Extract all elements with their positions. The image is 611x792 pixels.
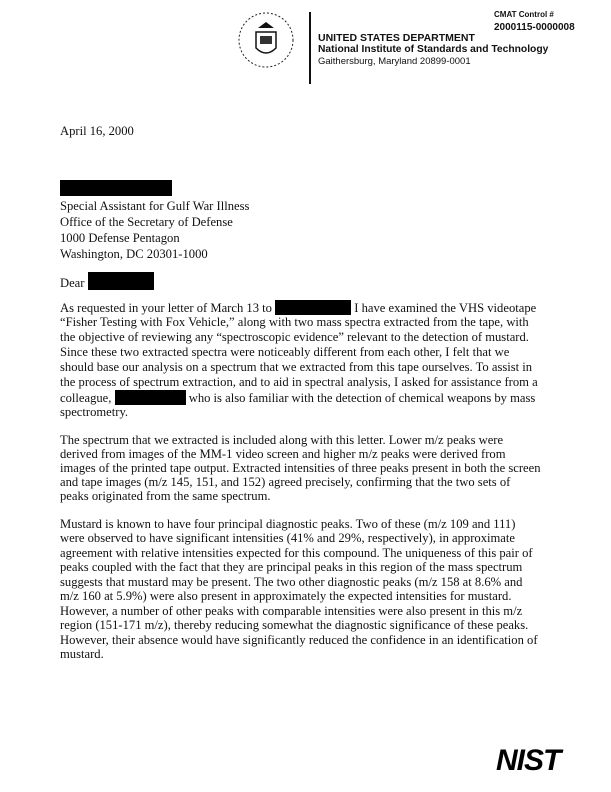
salutation-text: Dear: [60, 276, 85, 290]
salutation: [60, 272, 154, 290]
para3-line: Mustard is known to have four principal diagnostic peaks. Two of these (m/z 109 and 111): [60, 517, 516, 531]
letter-date: April 16, 2000: [60, 124, 134, 138]
para3-line: m/z 160 at 5.9%) were also present in approximately the expected intensities for mustard.: [60, 589, 512, 603]
para1-line: “Fisher Testing with Fox Vehicle,” along with two mass spectra extracted from the tape, with: [60, 315, 529, 329]
recipient-line: Special Assistant for Gulf War Illness: [60, 199, 250, 213]
redaction: [88, 272, 154, 290]
para1-line: spectrometry.: [60, 405, 129, 419]
para2-line: peaks originated from the same spectrum.: [60, 489, 271, 503]
para1-line: [60, 300, 536, 315]
para3-line: However, their absence would have significantly reduced the confidence in an identification of: [60, 633, 538, 647]
header-divider: [309, 12, 311, 84]
para2-line: derived from images of the MM-1 video screen and higher m/z peaks were derived from: [60, 447, 506, 461]
para3-line: peaks coupled with the fact that they are principal peaks in this region of the mass spectrum: [60, 560, 523, 574]
institute-name: National Institute of Standards and Technology: [318, 44, 549, 55]
control-number: 2000115-0000008: [494, 22, 575, 33]
para2-line: The spectrum that we extracted is included along with this letter. Lower m/z peaks were: [60, 433, 504, 447]
text: who is also familiar with the detection of chemical weapons by mass: [188, 391, 536, 405]
recipient-line: Washington, DC 20301-1000: [60, 247, 208, 261]
para3-line: However, a number of other peaks with comparable intensities were also present in this m/z: [60, 604, 523, 618]
para3-line: suggests that mustard may be present. The two other diagnostic peaks (m/z 158 at 8.6% and: [60, 575, 523, 589]
control-label: CMAT Control #: [494, 10, 554, 19]
para3-line: agreement with relative intensities expected for this compound. The uniqueness of this pair of: [60, 546, 533, 560]
text: As requested in your letter of March 13 to: [60, 301, 272, 315]
text: I have examined the VHS videotape: [354, 301, 537, 315]
para1-line: [60, 390, 535, 405]
department-name: UNITED STATES DEPARTMENT: [318, 32, 475, 44]
para3-line: region (151-171 m/z), thereby reducing somewhat the diagnostic significance of these peaks.: [60, 618, 529, 632]
para1-line: should base our analysis on a spectrum that we extracted from this tape ourselves. To assist in: [60, 360, 533, 374]
commerce-seal-icon: [236, 10, 296, 70]
recipient-line: Office of the Secretary of Defense: [60, 215, 233, 229]
nist-logo: NIST: [496, 744, 561, 777]
para1-line: Since these two extracted spectra were noticeably different from each other, I felt that we: [60, 345, 510, 359]
para3-line: mustard.: [60, 647, 104, 661]
recipient-line: 1000 Defense Pentagon: [60, 231, 180, 245]
para3-line: were observed to have significant intensities (41% and 29%, respectively), in approximate: [60, 531, 515, 545]
para2-line: images of the printed tape output. Extracted intensities of three peaks present in both the screen: [60, 461, 541, 475]
institute-address: Gaithersburg, Maryland 20899-0001: [318, 56, 471, 67]
para1-line: the process of spectrum extraction, and to aid in spectral analysis, I asked for assistance from a: [60, 375, 538, 389]
para2-line: and tape images (m/z 145, 151, and 152) agreed precisely, confirming that the two sets of: [60, 475, 511, 489]
redaction: [275, 300, 351, 315]
redaction: [115, 390, 186, 405]
text: colleague,: [60, 391, 112, 405]
para1-line: the objective of reviewing any “spectroscopic evidence” relevant to the detection of mustard.: [60, 330, 529, 344]
redacted-name: [60, 180, 172, 196]
